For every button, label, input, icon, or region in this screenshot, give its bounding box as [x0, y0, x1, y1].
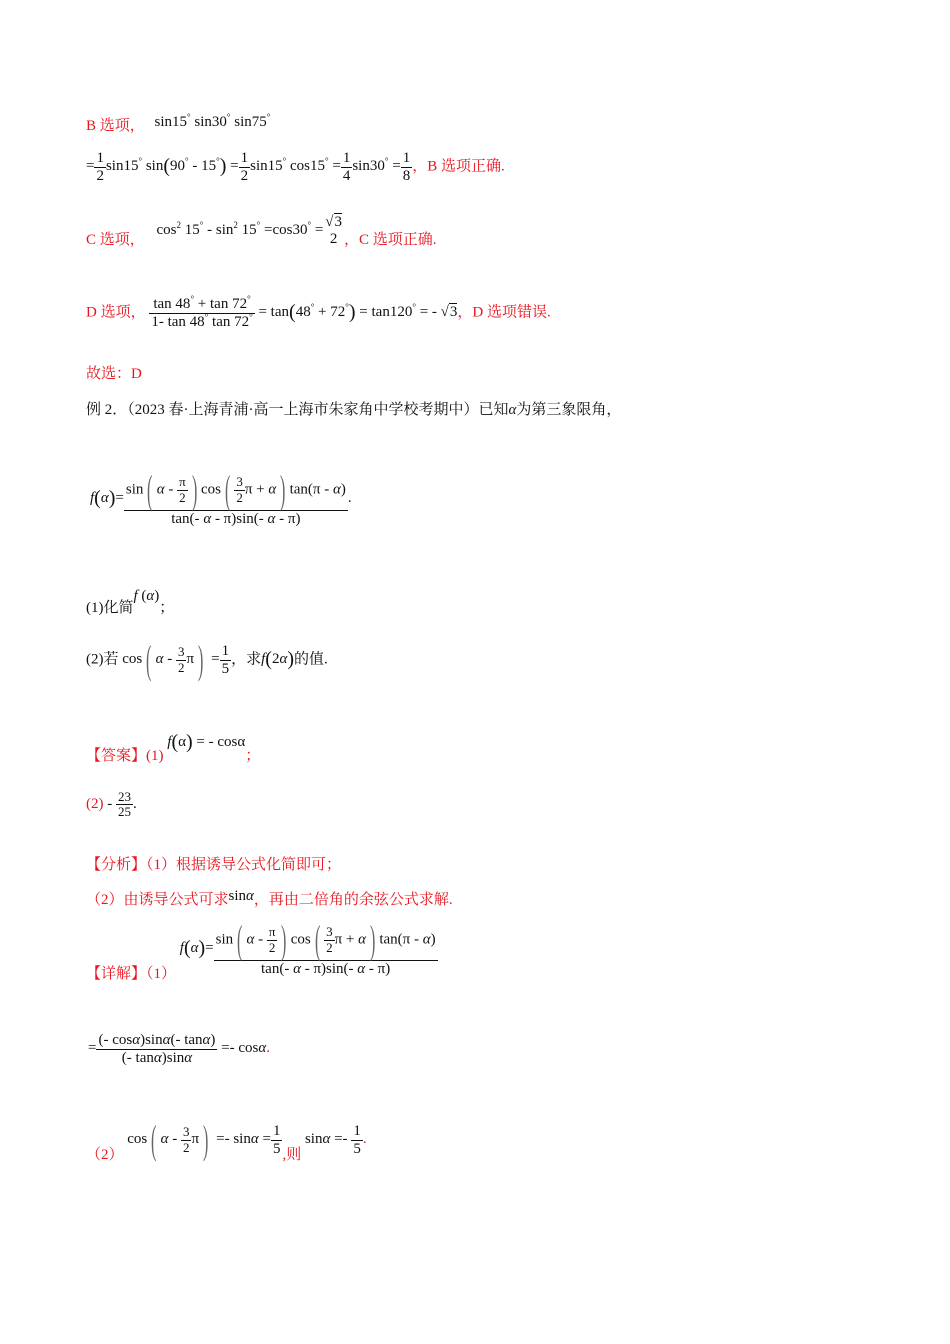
analysis-sin-alpha: sinα: [228, 888, 254, 904]
option-b-derivation: [86, 150, 505, 184]
question-1-end: ；: [159, 600, 175, 616]
detail-part2-label: （2）: [86, 1147, 124, 1164]
question-2: [86, 637, 328, 682]
analysis-line-1: [86, 853, 341, 874]
answer-part2-math: - $\frac{23}{25}$ .: [107, 789, 137, 820]
detail-line-1: [86, 917, 438, 983]
answer-part1-label: (1): [146, 748, 164, 764]
detail-part1-math: f(α)= sin( α - $\frac{\pi}{2}$ ) cos( $\frac{3}{2}$ π + α) tan(π - α) tan(- α - π)sin(- α - π): [179, 917, 436, 977]
analysis-text-1: （1）根据诱导公式化简即可；: [146, 857, 342, 873]
question-1-label: (1)化简: [86, 600, 134, 616]
detail-part2-result: sinα =- $\frac{1}{5}$ .: [304, 1123, 367, 1157]
answer-line-1: [86, 730, 261, 764]
detail-part1-label: （1）: [146, 966, 177, 983]
option-d-conclusion: ，D 选项错误.: [457, 304, 551, 321]
question-2-mid: ，求: [231, 651, 262, 668]
detail-simplification: [88, 1032, 270, 1066]
choice-answer: 故选：D: [86, 366, 142, 382]
question-2-end: 的值.: [293, 651, 328, 668]
option-c-conclusion: ，C 选项正确.: [344, 231, 437, 248]
answer-tag: 【答案】: [86, 748, 147, 764]
analysis-text-2b: ，再由二倍角的余弦公式求解.: [253, 892, 453, 908]
answer-line-2: [86, 790, 137, 820]
detail-tag: 【详解】: [86, 966, 147, 983]
example-heading-text: 例 2．（2023 春·上海青浦·高一上海市朱家角中学校考期中）已知: [86, 402, 509, 418]
function-definition: [90, 467, 352, 528]
question-2-math: cos( α - $\frac{3}{2}$ π) = $\frac{1}{5}$: [122, 637, 230, 682]
detail-line-2: [86, 1117, 367, 1164]
answer-part2-label: (2): [86, 796, 104, 813]
question-2-target: f(2α): [261, 648, 294, 671]
option-b-math: = $\frac{1}{2}$ sin15° sin(90° - 15°) = $\frac{1}{2}$ sin15° cos15° = $\frac{1}{4}$ sin30° = $\frac{1}{8}$: [86, 150, 411, 184]
answer-part1-math: f(α) = - cosα: [167, 731, 246, 754]
option-c-math: $\cos^2 15^\circ - \sin^2 15^\circ =\cos 30^\circ$ = √3 2: [156, 214, 343, 247]
detail-then: ,则: [282, 1147, 302, 1164]
detail-part2-math: cos( α - $\frac{3}{2}$ π) =- sinα = $\frac{1}{5}$: [127, 1117, 281, 1162]
example-heading-tail: 为第三象限角，: [516, 402, 622, 418]
option-d-label: D 选项，: [86, 304, 146, 321]
answer-part1-end: ；: [245, 748, 261, 764]
function-def-math: f(α)= sin( α - $\frac{\pi}{2}$ ) cos( $\frac{3}{2}$ π + α) tan(π - α) tan(- α - π)sin(- α - π) .: [90, 467, 352, 527]
analysis-line-2: [86, 888, 453, 909]
alpha-symbol: α: [508, 402, 517, 418]
option-d-math: $\frac{\tan 48^\circ + \tan 72^\circ}{1- \tan 48^\circ \tan 72^\circ}$ = tan(48° + 72°) = tan120° = - √3: [151, 294, 458, 330]
option-b-expression: sin15° sin30° sin75°: [154, 112, 271, 130]
analysis-text-2a: （2）由诱导公式可求: [86, 892, 229, 908]
option-b-label: B 选项，: [86, 118, 145, 134]
question-1: [86, 584, 175, 616]
option-b-line1: [86, 114, 270, 135]
option-c-label: C 选项，: [86, 231, 145, 248]
example-heading: [86, 398, 621, 419]
detail-simplification-math: = $\frac{(- \cos\alpha)\sin\alpha(- \tan\alpha)}{(- \tan\alpha)\sin\alpha}$ =- cosα.: [88, 1032, 270, 1066]
option-c-line: [86, 214, 437, 247]
analysis-tag: 【分析】: [86, 857, 147, 873]
question-1-math: f (α): [133, 588, 160, 604]
option-d-line: [86, 296, 551, 330]
question-2-label: (2)若: [86, 651, 119, 668]
option-b-conclusion: ，B 选项正确.: [412, 158, 505, 175]
